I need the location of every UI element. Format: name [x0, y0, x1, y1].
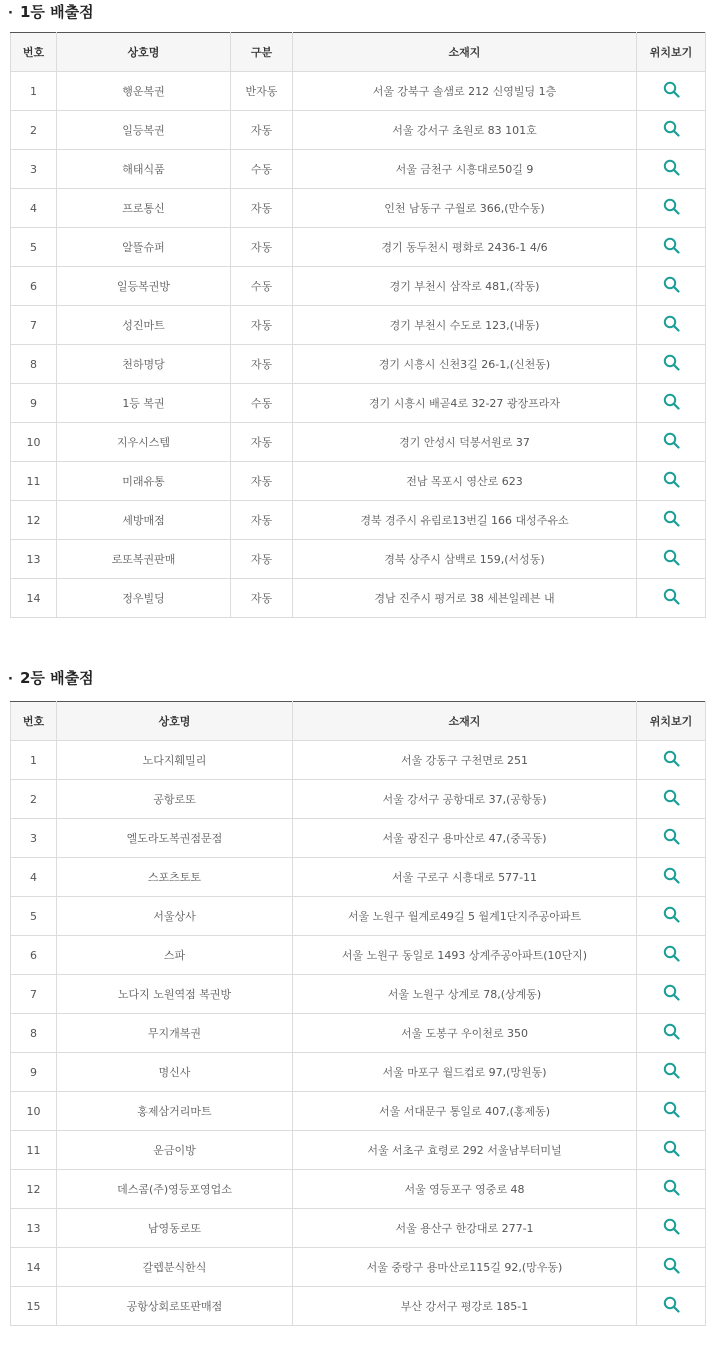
cell-location[interactable] — [637, 858, 706, 897]
cell-name: 공항로또 — [57, 780, 293, 819]
cell-location[interactable] — [637, 1248, 706, 1287]
search-icon[interactable] — [663, 1101, 680, 1121]
cell-name: 정우빌딩 — [57, 579, 231, 618]
table-row — [11, 540, 706, 579]
search-icon[interactable] — [663, 867, 680, 887]
cell-no: 5 — [11, 228, 57, 267]
search-icon[interactable] — [663, 276, 680, 296]
header-location: 위치보기 — [637, 702, 706, 741]
cell-type: 수동 — [231, 150, 293, 189]
header-name: 상호명 — [57, 702, 293, 741]
table-row — [11, 1170, 706, 1209]
cell-address: 경북 상주시 삼백로 159,(서성동) — [293, 540, 637, 579]
search-icon[interactable] — [663, 432, 680, 452]
table-row — [11, 1053, 706, 1092]
cell-location[interactable] — [637, 1092, 706, 1131]
table-row — [11, 228, 706, 267]
search-icon[interactable] — [663, 984, 680, 1004]
cell-no: 2 — [11, 111, 57, 150]
cell-name: 서울상사 — [57, 897, 293, 936]
cell-address: 서울 마포구 월드컵로 97,(망원동) — [293, 1053, 637, 1092]
cell-address: 경기 부천시 수도로 123,(내동) — [293, 306, 637, 345]
cell-location[interactable] — [637, 936, 706, 975]
cell-no: 2 — [11, 780, 57, 819]
header-no: 번호 — [11, 33, 57, 72]
cell-type: 수동 — [231, 384, 293, 423]
table-row — [11, 150, 706, 189]
cell-name: 노다지 노원역점 복권방 — [57, 975, 293, 1014]
section-title-second-prize — [8, 667, 94, 689]
cell-name: 스포츠토토 — [57, 858, 293, 897]
cell-no: 1 — [11, 741, 57, 780]
cell-no: 11 — [11, 1131, 57, 1170]
search-icon[interactable] — [663, 1140, 680, 1160]
cell-address: 서울 노원구 월계로49길 5 월계1단지주공아파트 — [293, 897, 637, 936]
second-prize-table-body — [11, 741, 706, 1326]
cell-no: 13 — [11, 540, 57, 579]
cell-name: 일등복권방 — [57, 267, 231, 306]
cell-address: 경기 부천시 삼작로 481,(작동) — [293, 267, 637, 306]
cell-no: 10 — [11, 1092, 57, 1131]
search-icon[interactable] — [663, 315, 680, 335]
search-icon[interactable] — [663, 588, 680, 608]
cell-name: 일등복권 — [57, 111, 231, 150]
cell-name: 노다지훼밀리 — [57, 741, 293, 780]
search-icon[interactable] — [663, 1218, 680, 1238]
cell-location[interactable] — [637, 1131, 706, 1170]
cell-address: 서울 광진구 용마산로 47,(중곡동) — [293, 819, 637, 858]
cell-type: 자동 — [231, 189, 293, 228]
cell-location[interactable] — [637, 384, 706, 423]
table-row — [11, 936, 706, 975]
cell-location[interactable] — [637, 267, 706, 306]
search-icon[interactable] — [663, 81, 680, 101]
cell-location[interactable] — [637, 579, 706, 618]
cell-address: 서울 강동구 구천면로 251 — [293, 741, 637, 780]
table-row — [11, 267, 706, 306]
cell-address: 서울 서초구 효령로 292 서울남부터미널 — [293, 1131, 637, 1170]
header-name: 상호명 — [57, 33, 231, 72]
cell-location[interactable] — [637, 72, 706, 111]
cell-address: 경기 동두천시 평화로 2436-1 4/6 — [293, 228, 637, 267]
search-icon[interactable] — [663, 1179, 680, 1199]
second-prize-table — [10, 701, 706, 1326]
cell-address: 경기 시흥시 배곧4로 32-27 광장프라자 — [293, 384, 637, 423]
cell-no: 15 — [11, 1287, 57, 1326]
cell-address: 서울 중랑구 용마산로115길 92,(망우동) — [293, 1248, 637, 1287]
cell-location[interactable] — [637, 897, 706, 936]
header-address: 소재지 — [293, 702, 637, 741]
cell-location[interactable] — [637, 150, 706, 189]
table-row — [11, 897, 706, 936]
cell-location[interactable] — [637, 1014, 706, 1053]
cell-location[interactable] — [637, 1287, 706, 1326]
section-title-text: 2등 배출점 — [20, 669, 94, 687]
table-header-row — [11, 702, 706, 741]
header-location: 위치보기 — [637, 33, 706, 72]
cell-type: 자동 — [231, 306, 293, 345]
cell-location[interactable] — [637, 1170, 706, 1209]
header-no: 번호 — [11, 702, 57, 741]
table-row — [11, 501, 706, 540]
table-row — [11, 306, 706, 345]
cell-type: 자동 — [231, 345, 293, 384]
first-prize-table — [10, 32, 706, 618]
table-row — [11, 858, 706, 897]
cell-address: 서울 강서구 공항대로 37,(공항동) — [293, 780, 637, 819]
search-icon[interactable] — [663, 750, 680, 770]
table-row — [11, 1131, 706, 1170]
cell-name: 지우시스템 — [57, 423, 231, 462]
section-title-first-prize — [8, 1, 94, 23]
cell-address: 서울 노원구 동일로 1493 상계주공아파트(10단지) — [293, 936, 637, 975]
cell-location[interactable] — [637, 111, 706, 150]
table-header-row — [11, 33, 706, 72]
cell-location[interactable] — [637, 501, 706, 540]
search-icon[interactable] — [663, 1062, 680, 1082]
cell-address: 서울 강서구 초원로 83 101호 — [293, 111, 637, 150]
table-row — [11, 780, 706, 819]
search-icon[interactable] — [663, 945, 680, 965]
cell-address: 서울 용산구 한강대로 277-1 — [293, 1209, 637, 1248]
cell-address: 경북 경주시 유림로13번길 166 대성주유소 — [293, 501, 637, 540]
search-icon[interactable] — [663, 471, 680, 491]
cell-address: 경기 안성시 덕봉서원로 37 — [293, 423, 637, 462]
first-prize-table-body — [11, 72, 706, 618]
cell-name: 1등 복권 — [57, 384, 231, 423]
cell-no: 14 — [11, 579, 57, 618]
cell-no: 4 — [11, 858, 57, 897]
cell-address: 인천 남동구 구월로 366,(만수동) — [293, 189, 637, 228]
cell-address: 서울 도봉구 우이천로 350 — [293, 1014, 637, 1053]
cell-address: 서울 구로구 시흥대로 577-11 — [293, 858, 637, 897]
search-icon[interactable] — [663, 354, 680, 374]
cell-address: 전남 목포시 영산로 623 — [293, 462, 637, 501]
cell-location[interactable] — [637, 423, 706, 462]
cell-no: 7 — [11, 975, 57, 1014]
cell-location[interactable] — [637, 1053, 706, 1092]
cell-location[interactable] — [637, 975, 706, 1014]
cell-name: 갈렙분식한식 — [57, 1248, 293, 1287]
table-row — [11, 1248, 706, 1287]
cell-name: 데스콤(주)영등포영업소 — [57, 1170, 293, 1209]
cell-name: 무지개복권 — [57, 1014, 293, 1053]
cell-no: 6 — [11, 267, 57, 306]
cell-name: 프로통신 — [57, 189, 231, 228]
cell-name: 알뜰슈퍼 — [57, 228, 231, 267]
table-row — [11, 345, 706, 384]
cell-no: 10 — [11, 423, 57, 462]
cell-name: 미래유통 — [57, 462, 231, 501]
cell-type: 자동 — [231, 579, 293, 618]
cell-location[interactable] — [637, 462, 706, 501]
search-icon[interactable] — [663, 1296, 680, 1316]
search-icon[interactable] — [663, 120, 680, 140]
cell-no: 9 — [11, 384, 57, 423]
header-address: 소재지 — [293, 33, 637, 72]
cell-location[interactable] — [637, 819, 706, 858]
table-row — [11, 189, 706, 228]
cell-name: 남영동로또 — [57, 1209, 293, 1248]
cell-name: 홍제삼거리마트 — [57, 1092, 293, 1131]
cell-no: 3 — [11, 150, 57, 189]
table-row — [11, 111, 706, 150]
cell-name: 해태식품 — [57, 150, 231, 189]
cell-no: 9 — [11, 1053, 57, 1092]
cell-no: 3 — [11, 819, 57, 858]
cell-location[interactable] — [637, 306, 706, 345]
cell-address: 부산 강서구 평강로 185-1 — [293, 1287, 637, 1326]
cell-location[interactable] — [637, 189, 706, 228]
section-title-text: 1등 배출점 — [20, 3, 94, 21]
cell-location[interactable] — [637, 780, 706, 819]
cell-address: 서울 서대문구 통일로 407,(홍제동) — [293, 1092, 637, 1131]
table-row — [11, 741, 706, 780]
cell-no: 12 — [11, 501, 57, 540]
table-row — [11, 1092, 706, 1131]
cell-no: 5 — [11, 897, 57, 936]
cell-location[interactable] — [637, 741, 706, 780]
cell-name: 성진마트 — [57, 306, 231, 345]
cell-address: 서울 강북구 솔샘로 212 신영빌딩 1층 — [293, 72, 637, 111]
table-row — [11, 384, 706, 423]
table-row — [11, 72, 706, 111]
bullet: · — [8, 672, 13, 687]
search-icon[interactable] — [663, 1257, 680, 1277]
search-icon[interactable] — [663, 789, 680, 809]
search-icon[interactable] — [663, 159, 680, 179]
search-icon[interactable] — [663, 906, 680, 926]
cell-location[interactable] — [637, 540, 706, 579]
cell-address: 서울 금천구 시흥대로50길 9 — [293, 150, 637, 189]
table-row — [11, 975, 706, 1014]
header-type: 구분 — [231, 33, 293, 72]
cell-no: 8 — [11, 345, 57, 384]
table-row — [11, 1287, 706, 1326]
table-row — [11, 423, 706, 462]
cell-name: 명신사 — [57, 1053, 293, 1092]
table-row — [11, 819, 706, 858]
cell-type: 자동 — [231, 228, 293, 267]
cell-no: 11 — [11, 462, 57, 501]
bullet: · — [8, 6, 13, 21]
cell-name: 엘도라도복권점문점 — [57, 819, 293, 858]
cell-name: 천하명당 — [57, 345, 231, 384]
search-icon[interactable] — [663, 237, 680, 257]
cell-location[interactable] — [637, 1209, 706, 1248]
table-row — [11, 462, 706, 501]
cell-location[interactable] — [637, 345, 706, 384]
cell-type: 수동 — [231, 267, 293, 306]
cell-address: 서울 영등포구 영중로 48 — [293, 1170, 637, 1209]
cell-no: 1 — [11, 72, 57, 111]
search-icon[interactable] — [663, 549, 680, 569]
cell-name: 운금이방 — [57, 1131, 293, 1170]
cell-type: 자동 — [231, 462, 293, 501]
search-icon[interactable] — [663, 828, 680, 848]
cell-name: 행운복권 — [57, 72, 231, 111]
cell-address: 경남 진주시 평거로 38 세븐일레븐 내 — [293, 579, 637, 618]
cell-type: 자동 — [231, 501, 293, 540]
cell-name: 세방매점 — [57, 501, 231, 540]
cell-no: 13 — [11, 1209, 57, 1248]
search-icon[interactable] — [663, 510, 680, 530]
cell-name: 공항상회로또판매점 — [57, 1287, 293, 1326]
cell-no: 12 — [11, 1170, 57, 1209]
search-icon[interactable] — [663, 1023, 680, 1043]
search-icon[interactable] — [663, 198, 680, 218]
search-icon[interactable] — [663, 393, 680, 413]
cell-no: 4 — [11, 189, 57, 228]
cell-name: 로또복권판매 — [57, 540, 231, 579]
cell-type: 자동 — [231, 540, 293, 579]
table-row — [11, 579, 706, 618]
cell-location[interactable] — [637, 228, 706, 267]
cell-address: 경기 시흥시 신천3길 26-1,(신천동) — [293, 345, 637, 384]
table-row — [11, 1014, 706, 1053]
cell-address: 서울 노원구 상계로 78,(상계동) — [293, 975, 637, 1014]
cell-no: 6 — [11, 936, 57, 975]
cell-no: 14 — [11, 1248, 57, 1287]
table-row — [11, 1209, 706, 1248]
cell-type: 자동 — [231, 111, 293, 150]
cell-type: 자동 — [231, 423, 293, 462]
cell-type: 반자동 — [231, 72, 293, 111]
cell-name: 스파 — [57, 936, 293, 975]
cell-no: 7 — [11, 306, 57, 345]
cell-no: 8 — [11, 1014, 57, 1053]
